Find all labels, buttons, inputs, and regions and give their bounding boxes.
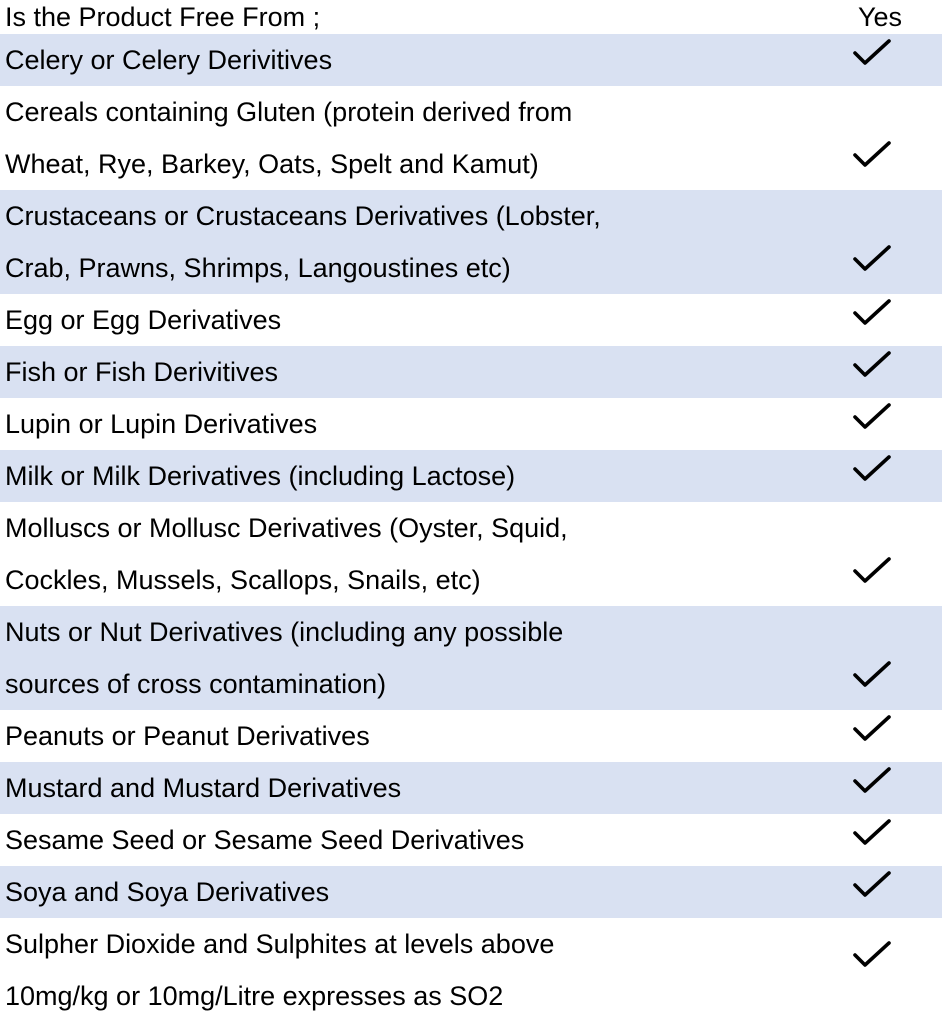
allergen-label: Lupin or Lupin Derivatives: [5, 409, 318, 439]
allergen-label: Soya and Soya Derivatives: [5, 877, 330, 907]
table-row: [0, 606, 942, 710]
allergen-label: Nuts or Nut Derivatives (including any possible sources of cross contamination): [5, 617, 564, 699]
check-icon: [852, 556, 892, 586]
check-icon: [852, 454, 892, 484]
allergen-label: Molluscs or Mollusc Derivatives (Oyster, Squid, Cockles, Mussels, Scallops, Snails, etc): [5, 513, 568, 595]
check-icon: [852, 350, 892, 380]
table-row: [0, 398, 942, 450]
table-row: [0, 86, 942, 190]
table-row: [0, 34, 942, 86]
allergen-label: Cereals containing Gluten (protein derived from Wheat, Rye, Barkey, Oats, Spelt and Kamut): [5, 97, 573, 179]
allergen-label: Egg or Egg Derivatives: [5, 305, 282, 335]
yes-column-header: Yes: [858, 2, 903, 32]
table-row: [0, 814, 942, 866]
allergen-label: Crustaceans or Crustaceans Derivatives (Lobster, Crab, Prawns, Shrimps, Langoustines etc): [5, 201, 601, 283]
allergen-label: Milk or Milk Derivatives (including Lactose): [5, 461, 516, 491]
check-icon: [852, 660, 892, 690]
allergen-label: Celery or Celery Derivitives: [5, 45, 333, 75]
check-icon: [852, 244, 892, 274]
check-icon: [852, 766, 892, 796]
table-row: [0, 294, 942, 346]
table-row: [0, 346, 942, 398]
check-icon: [852, 298, 892, 328]
question-header: Is the Product Free From ;: [5, 2, 321, 32]
table-row: [0, 866, 942, 918]
check-icon: [852, 38, 892, 68]
check-icon: [852, 818, 892, 848]
table-header: [0, 0, 942, 34]
allergen-label: Fish or Fish Derivitives: [5, 357, 279, 387]
check-icon: [852, 940, 892, 970]
table-row: [0, 450, 942, 502]
allergen-label: Mustard and Mustard Derivatives: [5, 773, 402, 803]
allergen-label: Sesame Seed or Sesame Seed Derivatives: [5, 825, 525, 855]
allergen-label: Sulpher Dioxide and Sulphites at levels above 10mg/kg or 10mg/Litre expresses as SO2: [5, 929, 555, 1011]
table-row: [0, 710, 942, 762]
allergen-label: Peanuts or Peanut Derivatives: [5, 721, 370, 751]
table-row: [0, 190, 942, 294]
check-icon: [852, 140, 892, 170]
check-icon: [852, 870, 892, 900]
check-icon: [852, 402, 892, 432]
check-icon: [852, 714, 892, 744]
table-row: [0, 762, 942, 814]
table-row: [0, 502, 942, 606]
table-row: [0, 918, 942, 1022]
